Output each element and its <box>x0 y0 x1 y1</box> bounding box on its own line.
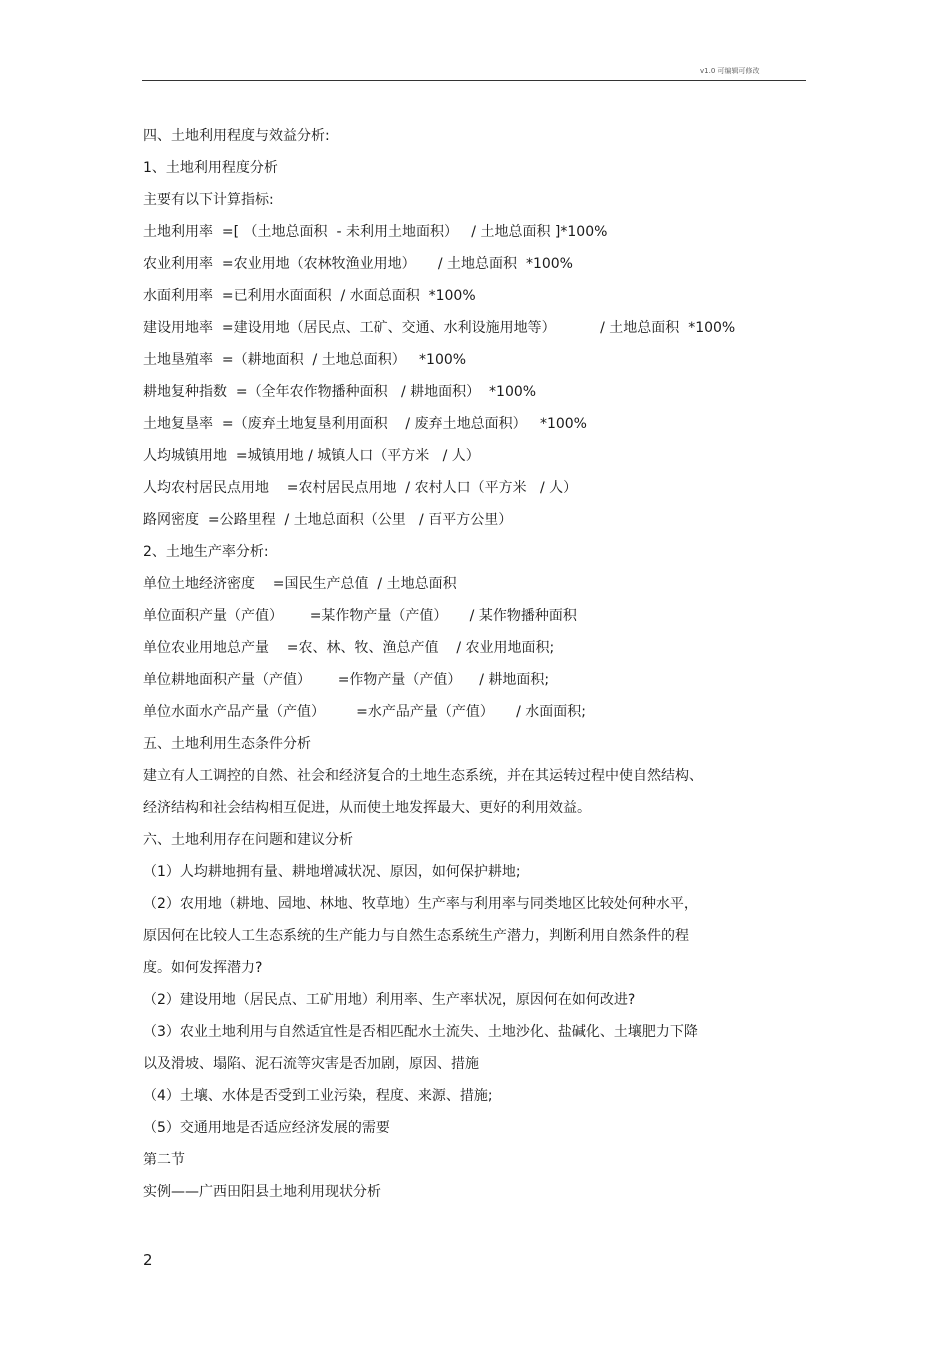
formula-line: 土地利用率 =[ （土地总面积 - 未利用土地面积） / 土地总面积 ]*100% <box>143 224 608 240</box>
section-heading-6: 六、土地利用存在问题和建议分析 <box>143 832 353 848</box>
section-heading-4: 四、土地利用程度与效益分析: <box>143 128 330 144</box>
list-item-continuation: 以及滑坡、塌陷、泥石流等灾害是否加剧，原因、措施 <box>143 1056 479 1072</box>
list-item-continuation: 原因何在比较人工生态系统的生产能力与自然生态系统生产潜力，判断利用自然条件的程 <box>143 928 689 944</box>
formula-line: 人均农村居民点用地 =农村居民点用地 / 农村人口（平方米 / 人） <box>143 480 578 496</box>
subsection-heading-2: 2、土地生产率分析: <box>143 544 269 560</box>
page-number: 2 <box>143 1251 153 1269</box>
formula-line: 单位面积产量（产值） =某作物产量（产值） / 某作物播种面积 <box>143 608 577 624</box>
formula-line: 耕地复种指数 =（全年农作物播种面积 / 耕地面积） *100% <box>143 384 537 400</box>
subsection-heading-1: 1、土地利用程度分析 <box>143 160 278 176</box>
header-version-note: v1.0 可编辑可修改 <box>700 67 760 75</box>
formula-line: 单位水面水产品产量（产值） =水产品产量（产值） / 水面面积; <box>143 704 587 720</box>
example-title: 实例——广西田阳县土地利用现状分析 <box>143 1184 381 1200</box>
formula-line: 土地垦殖率 =（耕地面积 / 土地总面积） *100% <box>143 352 467 368</box>
list-item-continuation: 度。如何发挥潜力? <box>143 960 263 976</box>
list-item: （1）人均耕地拥有量、耕地增减状况、原因，如何保护耕地; <box>143 864 521 880</box>
formula-line: 农业利用率 =农业用地（农林牧渔业用地） / 土地总面积 *100% <box>143 256 573 272</box>
paragraph-line: 经济结构和社会结构相互促进，从而使土地发挥最大、更好的利用效益。 <box>143 800 591 816</box>
formula-line: 单位耕地面积产量（产值） =作物产量（产值） / 耕地面积; <box>143 672 550 688</box>
formula-line: 人均城镇用地 =城镇用地 / 城镇人口（平方米 / 人） <box>143 448 480 464</box>
list-item: （3）农业土地利用与自然适宜性是否相匹配水土流失、土地沙化、盐碱化、土壤肥力下降 <box>143 1024 698 1040</box>
list-item: （2）建设用地（居民点、工矿用地）利用率、生产率状况，原因何在如何改进? <box>143 992 636 1008</box>
paragraph-line: 建立有人工调控的自然、社会和经济复合的土地生态系统，并在其运转过程中使自然结构、 <box>143 768 703 784</box>
formula-line: 土地复垦率 =（废弃土地复垦利用面积 / 废弃土地总面积） *100% <box>143 416 587 432</box>
list-item: （5）交通用地是否适应经济发展的需要 <box>143 1120 390 1136</box>
list-item: （2）农用地（耕地、园地、林地、牧草地）生产率与利用率与同类地区比较处何种水平， <box>143 896 698 912</box>
section-heading-part2: 第二节 <box>143 1152 185 1168</box>
formula-line: 路网密度 =公路里程 / 土地总面积（公里 / 百平方公里） <box>143 512 513 528</box>
formula-line: 单位土地经济密度 =国民生产总值 / 土地总面积 <box>143 576 457 592</box>
list-item: （4）土壤、水体是否受到工业污染，程度、来源、措施; <box>143 1088 493 1104</box>
formula-line: 建设用地率 =建设用地（居民点、工矿、交通、水利设施用地等） / 土地总面积 *100% <box>143 320 736 336</box>
text-line: 主要有以下计算指标: <box>143 192 274 208</box>
formula-line: 水面利用率 =已利用水面面积 / 水面总面积 *100% <box>143 288 476 304</box>
formula-line: 单位农业用地总产量 =农、林、牧、渔总产值 / 农业用地面积; <box>143 640 555 656</box>
section-heading-5: 五、土地利用生态条件分析 <box>143 736 311 752</box>
header-divider <box>142 80 806 81</box>
